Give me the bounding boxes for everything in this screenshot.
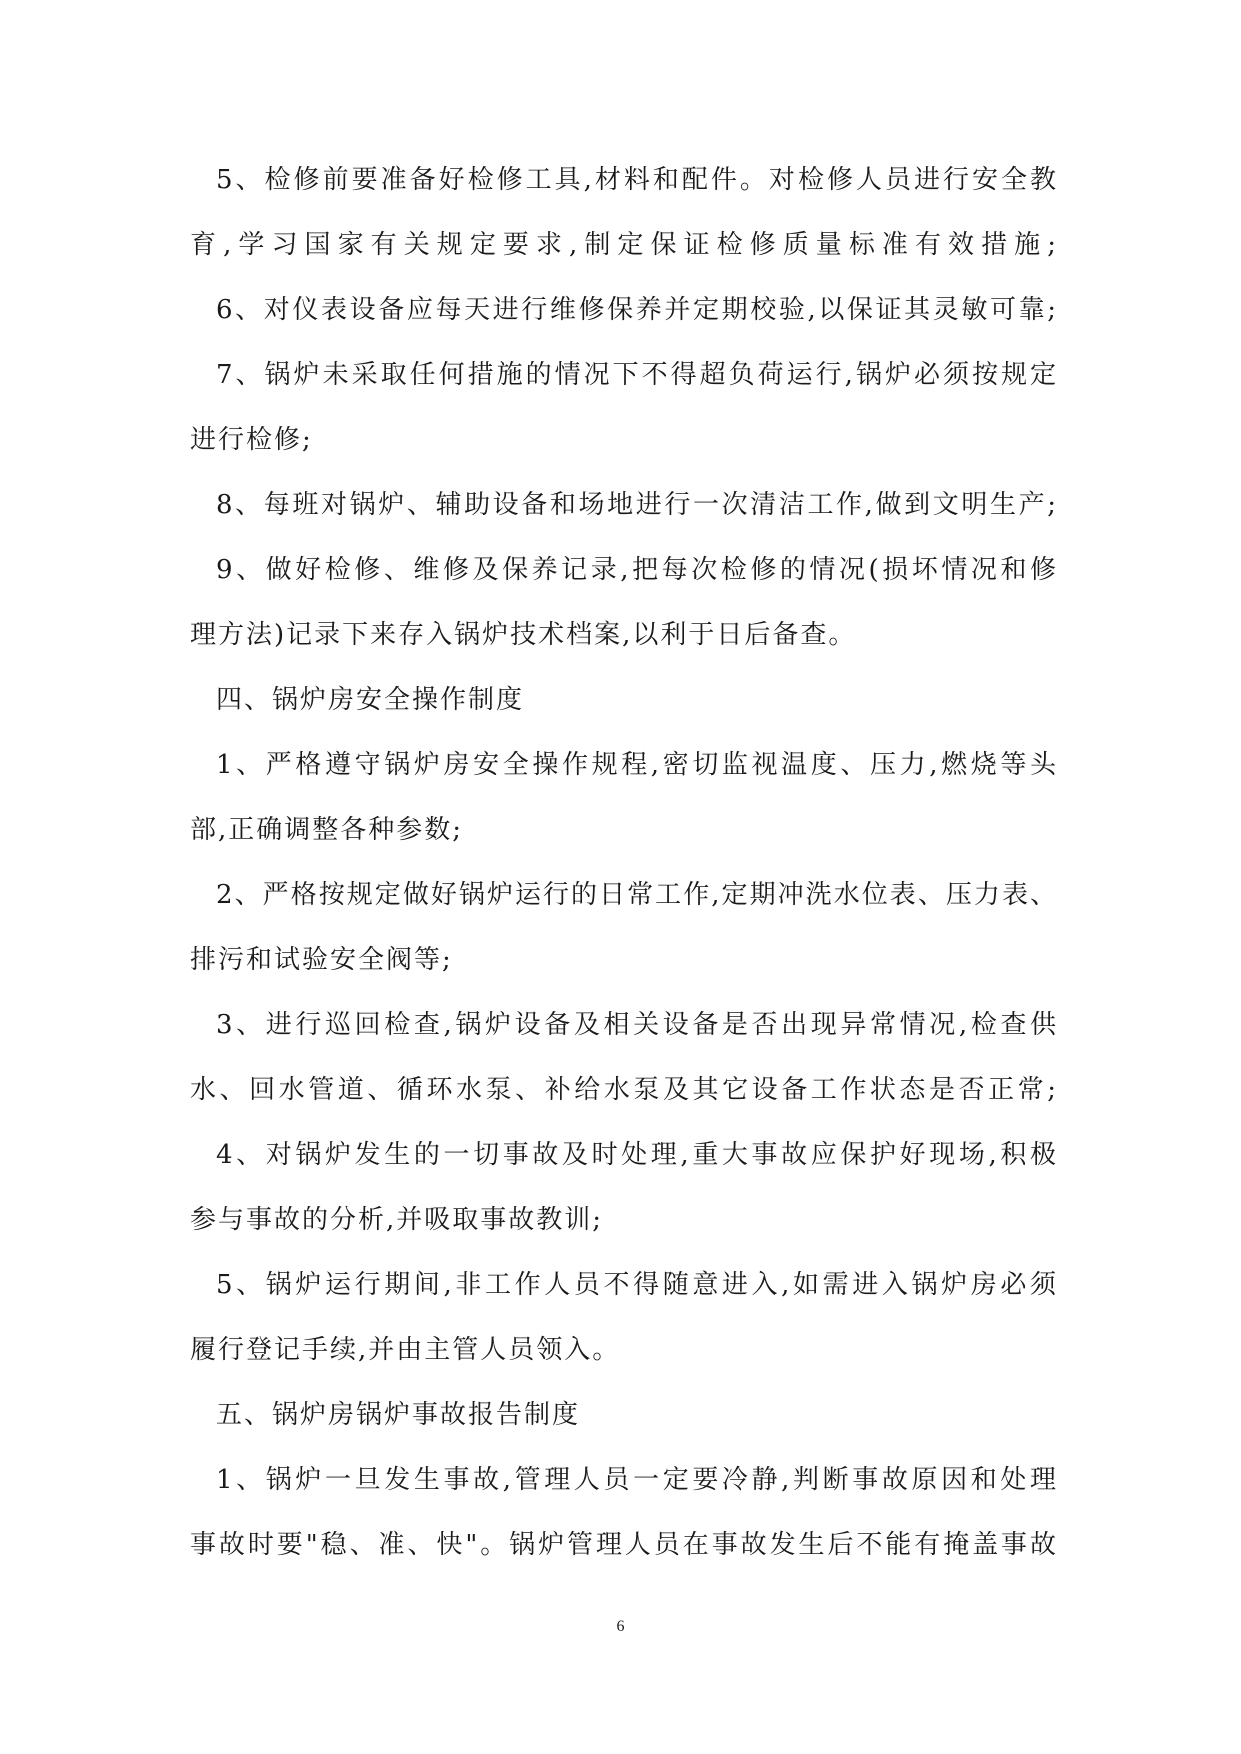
paragraph-line: 2、严格按规定做好锅炉运行的日常工作,定期冲洗水位表、压力表、 (216, 880, 1058, 910)
paragraph-line: 育,学习国家有关规定要求,制定保证检修质量标准有效措施; (190, 230, 1058, 260)
paragraph-line: 9、做好检修、维修及保养记录,把每次检修的情况(损坏情况和修 (216, 555, 1058, 585)
paragraph-line: 5、锅炉运行期间,非工作人员不得随意进入,如需进入锅炉房必须 (216, 1270, 1058, 1300)
body-text (190, 148, 1058, 1578)
paragraph-line: 1、锅炉一旦发生事故,管理人员一定要冷静,判断事故原因和处理 (216, 1465, 1058, 1495)
paragraph-line: 理方法)记录下来存入锅炉技术档案,以利于日后备查。 (190, 620, 857, 650)
paragraph-line: 1、严格遵守锅炉房安全操作规程,密切监视温度、压力,燃烧等头 (216, 750, 1058, 780)
paragraph-line: 5、检修前要准备好检修工具,材料和配件。对检修人员进行安全教 (216, 165, 1058, 195)
paragraph-line: 事故时要"稳、准、快"。锅炉管理人员在事故发生后不能有掩盖事故 (190, 1530, 1058, 1560)
paragraph-line: 3、进行巡回检查,锅炉设备及相关设备是否出现异常情况,检查供 (216, 1010, 1058, 1040)
paragraph-line: 8、每班对锅炉、辅助设备和场地进行一次清洁工作,做到文明生产; (216, 490, 1058, 520)
paragraph-line: 6、对仪表设备应每天进行维修保养并定期校验,以保证其灵敏可靠; (216, 295, 1058, 325)
paragraph-line: 4、对锅炉发生的一切事故及时处理,重大事故应保护好现场,积极 (216, 1140, 1058, 1170)
section-heading: 五、锅炉房锅炉事故报告制度 (216, 1400, 581, 1430)
paragraph-line: 部,正确调整各种参数; (190, 815, 464, 845)
paragraph-line: 进行检修; (190, 425, 313, 455)
paragraph-line: 排污和试验安全阀等; (190, 945, 453, 975)
paragraph-line: 7、锅炉未采取任何措施的情况下不得超负荷运行,锅炉必须按规定 (216, 360, 1058, 390)
paragraph-line: 履行登记手续,并由主管人员领入。 (190, 1335, 621, 1365)
paragraph-line: 参与事故的分析,并吸取事故教训; (190, 1205, 604, 1235)
paragraph-line: 水、回水管道、循环水泵、补给水泵及其它设备工作状态是否正常; (190, 1075, 1058, 1105)
section-heading: 四、锅炉房安全操作制度 (216, 685, 525, 715)
page-number: 6 (616, 1618, 625, 1635)
